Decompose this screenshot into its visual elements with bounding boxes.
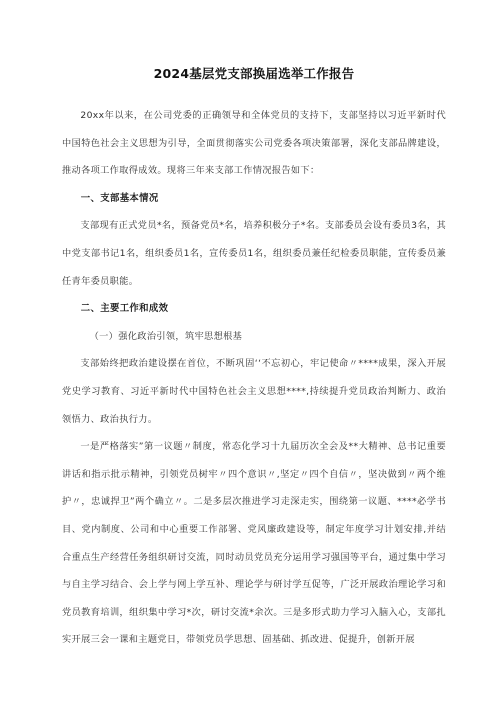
section-2-subheading-1: （一）强化政治引领，筑牢思想根基 xyxy=(89,330,243,342)
section-2-paragraph-2: 一是严格落实”第一议题〃制度，常态化学习十九届历次全会及**大精神、总书记重要讲话和指示批示精神，引领党员树牢〃四个意识〃,坚定〃四个自信〃，坚决做到〃两个维护〃，忠诚捍卫”两个确立〃。二是多层次推进学习走深走实，围绕第一议题、****必学书目、党内制度、公司和中心重要工作部署、党风廉政建设等，制定年度学习计划安排,并结合重点生产经营任务组织研讨交流，同时动员党员充分运用学习强国等平台，通过集中学习与自主学习结合、会上学与网上学互补、理论学与研讨学互促等，广泛开展政治理论学习和党员教育培训，组织集中学习*次，研讨交流*余次。三是多形式助力学习入脑入心，支部扎实开展三会一课和主题党日，带领党员学思想、固基础、抓改进、促提升，创新开展 xyxy=(62,441,446,646)
section-2-heading: 二、主要工作和成效 xyxy=(80,303,169,315)
section-1-paragraph: 支部现有正式党员*名，预备党员*名，培养积极分子*名。支部委员会设有委员3名，其中党支部书记1名，组织委员1名，宣传委员1名，组织委员兼任纪检委员职能，宣传委员兼任青年委员职能。 xyxy=(62,220,446,287)
section-1-heading: 一、支部基本情况 xyxy=(80,192,159,204)
document-title: 2024基层党支部换届选举工作报告 xyxy=(153,66,355,81)
section-2-paragraph-1: 支部始终把政治建设摆在首位，不断巩固‘‘不忘初心，牢记使命〃****成果，深入开展党史学习教育、习近平新时代中国特色社会主义思想****,持续提升党员政治判断力、政治领悟力、政治执行力。 xyxy=(62,358,446,425)
intro-paragraph: 20xx年以来，在公司党委的正确领导和全体党员的支持下，支部坚持以习近平新时代中国特色社会主义思想为引导，全面贯彻落实公司党委各项决策部署，深化支部品牌建设，推动各项工作取得成效。现将三年来支部工作情况报告如下： xyxy=(62,110,446,177)
